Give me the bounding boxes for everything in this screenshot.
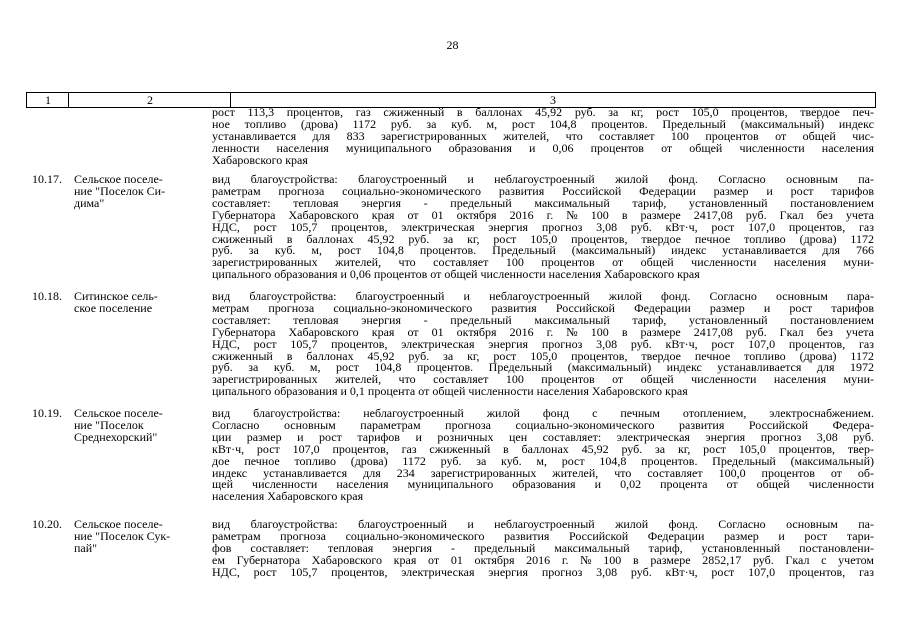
- text-line: НДС, рост 105,7 процентов, электрическая энергия прогноз 3,08 руб. кВт·ч, рост 107,0 процентов, газ: [212, 564, 874, 579]
- row-number: 10.20.: [32, 517, 62, 531]
- text-line: кВт·ч, рост 107,0 процентов, газ сжиженный в баллонах 45,92 руб. за кг, рост 105,0 процентов, твер-: [212, 441, 874, 456]
- text-line: сжиженный в баллонах 45,92 руб. за кг, рост 105,0 процентов, твердое печное топливо (дрова) 1172: [212, 231, 874, 246]
- row-number: 10.19.: [32, 406, 62, 420]
- row-description: [212, 174, 874, 281]
- name-line: Сельское поселе-: [74, 406, 163, 420]
- text-line: индекс устанавливается для 234 зарегистрированных жителей, что составляет 100,0 процентов от об-: [212, 465, 874, 480]
- header-col-1: 1: [26, 93, 69, 107]
- text-line: ное топливо (дрова) 1172 руб. за куб. м, рост 104,8 процентов. Предельный (максимальный) индекс: [212, 116, 874, 131]
- text-line: составляет: тепловая энергия - предельный максимальный тариф, установленный постановлением: [212, 195, 874, 210]
- text-line: сжиженный в баллонах 45,92 руб. за кг, рост 105,0 процентов, твердое печное топливо (дрова) 1172: [212, 348, 874, 363]
- text-line: щей численности населения муниципального образования и 0,02 процента от общей численности: [212, 477, 874, 492]
- header-col-2: 2: [68, 93, 231, 107]
- text-line: НДС, рост 105,7 процентов, электрическая энергия прогноз 3,08 руб. кВт·ч, рост 107,0 процентов, газ: [212, 336, 874, 351]
- table-row: [26, 291, 876, 408]
- table-body: [26, 107, 876, 583]
- text-line: метрам прогноза социально-экономического развития Российской Федерации размер и рост тарифов: [212, 300, 874, 315]
- name-line: Сельское поселе-: [74, 517, 163, 531]
- header-col-3: 3: [230, 93, 876, 107]
- text-line: вид благоустройства: благоустроенный и неблагоустроенный жилой фонд. Согласно основным па-: [212, 517, 874, 531]
- text-line: раметрам прогноза социально-экономического развития Российской Федерации размер и рост тари-: [212, 528, 874, 543]
- row-description: [212, 291, 874, 398]
- text-line: составляет: тепловая энергия - предельный максимальный тариф, установленный постановлением: [212, 312, 874, 327]
- text-line: руб. за куб. м, рост 104,8 процентов. Предельный (максимальный) индекс устанавливается для 766: [212, 243, 874, 258]
- text-line: вид благоустройства: благоустроенный и неблагоустроенный жилой фонд. Согласно основным па-: [212, 172, 874, 186]
- settlement-name: [74, 291, 206, 315]
- continuation-row: [26, 107, 876, 174]
- text-line: Согласно основным параметрам прогноза социально-экономического развития Российской Федера-: [212, 417, 874, 432]
- text-line: раметрам прогноза социально-экономического развития Российской Федерации размер и рост тарифов: [212, 183, 874, 198]
- text-line: зарегистрированных жителей, что составляет 100 процентов от общей численности населения муни-: [212, 255, 874, 270]
- text-line: населения Хабаровского края: [212, 489, 364, 504]
- settlement-name: [74, 408, 206, 444]
- name-line: ское поселение: [74, 300, 153, 315]
- text-line: руб. за куб. м, рост 104,8 процентов. Предельный (максимальный) индекс устанавливается для 1972: [212, 360, 874, 375]
- text-line: Губернатора Хабаровского края от 01 октября 2016 г. № 100 в размере 2417,08 руб. Гкал без учета: [212, 207, 874, 222]
- text-line: ципального образования и 0,06 процентов от общей численности населения Хабаровского края: [212, 267, 700, 282]
- row-description: [212, 408, 874, 503]
- name-line: ние "Поселок Сук-: [74, 528, 171, 543]
- name-line: Сельское поселе-: [74, 172, 163, 186]
- table-row: [26, 519, 876, 583]
- text-line: ципального образования и 0,1 процента от общей численности населения Хабаровского края: [212, 384, 688, 399]
- name-line: дима": [74, 195, 105, 210]
- name-line: Ситинское сель-: [74, 289, 158, 303]
- text-line: вид благоустройства: благоустроенный и неблагоустроенный жилой фонд. Согласно основным пара-: [212, 289, 874, 303]
- table-row: [26, 408, 876, 519]
- text-line: зарегистрированных жителей, что составляет 100 процентов от общей численности населения муни-: [212, 372, 874, 387]
- text-line: ции размер и рост тарифов и розничных цен составляет: электрическая энергия прогноз 3,08 руб.: [212, 429, 874, 444]
- text-line: дое печное топливо (дрова) 1172 руб. за куб. м, рост 104,8 процентов. Предельный (максимальный): [212, 453, 874, 468]
- text-line: ем Губернатора Хабаровского края от 01 октября 2016 г. № 100 в размере 2852,17 руб. Гкал с учетом: [212, 552, 874, 567]
- text-line: НДС, рост 105,7 процентов, электрическая энергия прогноз 3,08 руб. кВт·ч, рост 107,0 процентов, газ: [212, 219, 874, 234]
- text-line: ленности населения муниципального образования и 0,06 процентов от общей численности населения: [212, 140, 874, 155]
- page-number: 28: [446, 38, 459, 52]
- table-row: [26, 174, 876, 291]
- text-line: вид благоустройства: неблагоустроенный жилой фонд с печным отоплением, электроснабжением.: [212, 406, 874, 420]
- settlement-name: [74, 174, 206, 210]
- row-number: 10.17.: [32, 172, 62, 186]
- text-line: устанавливается для 833 зарегистрированных жителей, что составляет 100 процентов от общей чис-: [212, 128, 874, 143]
- continuation-text: [212, 107, 874, 167]
- text-line: рост 113,3 процентов, газ сжиженный в баллонах 45,92 руб. за кг, рост 105,0 процентов, твердое печ-: [212, 105, 874, 119]
- text-line: фов составляет: тепловая энергия - предельный максимальный тариф, установленный постановлени-: [212, 540, 874, 555]
- name-line: ние "Поселок Си-: [74, 183, 166, 198]
- row-number: 10.18.: [32, 289, 62, 303]
- row-description: [212, 519, 874, 579]
- name-line: пай": [74, 540, 98, 555]
- text-line: Губернатора Хабаровского края от 01 октября 2016 г. № 100 в размере 2417,08 руб. Гкал без учета: [212, 324, 874, 339]
- name-line: Среднехорский": [74, 429, 158, 444]
- name-line: ние "Поселок: [74, 417, 144, 432]
- settlement-name: [74, 519, 206, 555]
- text-line: Хабаровского края: [212, 152, 308, 167]
